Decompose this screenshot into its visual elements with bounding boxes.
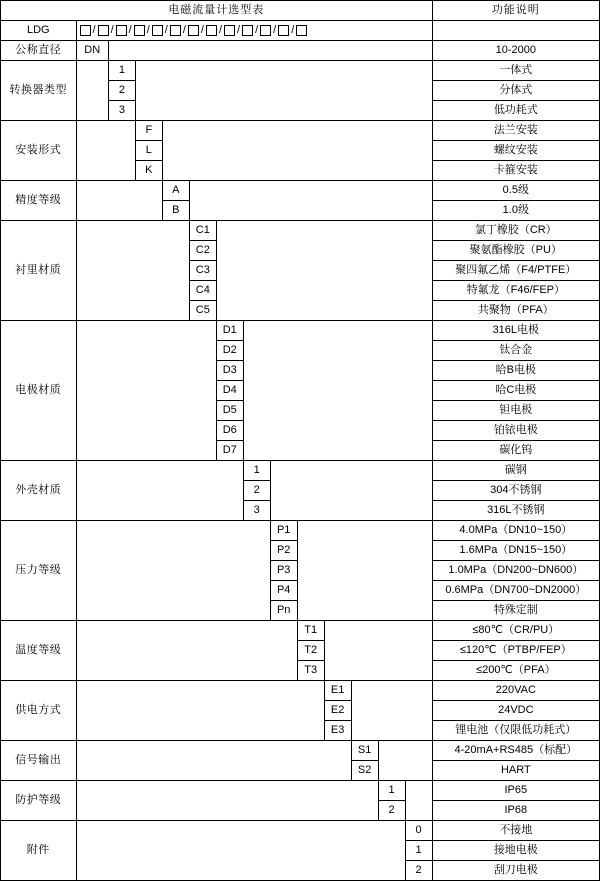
code-box <box>152 25 163 36</box>
row-signal-1 <box>1 741 600 761</box>
row-label: 压力等级 <box>1 521 77 621</box>
code-cell: C5 <box>189 301 216 321</box>
desc-cell: ≤120℃（PTBP/FEP） <box>432 641 599 661</box>
desc-cell: 220VAC <box>432 681 599 701</box>
spacer <box>108 41 432 61</box>
desc-cell: 304不锈钢 <box>432 481 599 501</box>
row-electrode-1 <box>1 321 600 341</box>
code-box <box>134 25 145 36</box>
desc-cell: 接地电极 <box>432 841 599 861</box>
desc-cell: 碳化钨 <box>432 441 599 461</box>
code-cell: 2 <box>108 81 135 101</box>
code-cell: P4 <box>270 581 297 601</box>
spacer <box>297 521 432 621</box>
code-box <box>170 25 181 36</box>
desc-cell: 碳钢 <box>432 461 599 481</box>
desc-cell: 聚四氟乙烯（F4/PTFE） <box>432 261 599 281</box>
row-label: 转换器类型 <box>1 61 77 121</box>
code-cell: 1 <box>108 61 135 81</box>
code-cell: K <box>135 161 162 181</box>
code-box <box>242 25 253 36</box>
desc-empty <box>432 21 599 41</box>
code-cell: T3 <box>297 661 324 681</box>
spacer <box>351 681 432 741</box>
row-nominal-diameter <box>1 41 600 61</box>
desc-cell: 锂电池（仅限低功耗式） <box>432 721 599 741</box>
spacer <box>76 781 378 821</box>
code-cell: D7 <box>216 441 243 461</box>
code-box <box>296 25 307 36</box>
desc-cell: 316L不锈钢 <box>432 501 599 521</box>
spacer <box>76 521 270 621</box>
desc-cell: 铂铱电极 <box>432 421 599 441</box>
row-label: 信号输出 <box>1 741 77 781</box>
row-temperature-1 <box>1 621 600 641</box>
desc-cell: 316L电极 <box>432 321 599 341</box>
model-code-segments <box>76 21 432 41</box>
row-label: 精度等级 <box>1 181 77 221</box>
code-sep: / <box>128 24 132 37</box>
code-sep: / <box>255 24 259 37</box>
desc-cell: 螺纹安装 <box>432 141 599 161</box>
code-cell: 3 <box>108 101 135 121</box>
row-label: 附件 <box>1 821 77 881</box>
code-cell: A <box>162 181 189 201</box>
code-box <box>188 25 199 36</box>
spacer <box>76 221 189 321</box>
spacer <box>76 61 108 121</box>
desc-cell: ≤200℃（PFA） <box>432 661 599 681</box>
code-sep: / <box>92 24 96 37</box>
row-accuracy-1 <box>1 181 600 201</box>
desc-cell: 分体式 <box>432 81 599 101</box>
row-label: 外壳材质 <box>1 461 77 521</box>
code-sep: / <box>110 24 114 37</box>
desc-cell: 低功耗式 <box>432 101 599 121</box>
code-cell: L <box>135 141 162 161</box>
code-cell: 3 <box>243 501 270 521</box>
desc-cell: 共聚物（PFA） <box>432 301 599 321</box>
row-housing-1 <box>1 461 600 481</box>
code-cell: T2 <box>297 641 324 661</box>
code-sep: / <box>182 24 186 37</box>
desc-cell: 刮刀电极 <box>432 861 599 881</box>
desc-cell: 4.0MPa（DN10~150） <box>432 521 599 541</box>
row-label: 温度等级 <box>1 621 77 681</box>
sheet-title: 电磁流量计选型表 <box>1 1 433 21</box>
code-sep: / <box>200 24 204 37</box>
code-box <box>206 25 217 36</box>
title-row <box>1 1 600 21</box>
code-cell: 2 <box>405 861 432 881</box>
desc-cell: 0.6MPa（DN700~DN2000） <box>432 581 599 601</box>
code-cell: 2 <box>243 481 270 501</box>
row-label: 电极材质 <box>1 321 77 461</box>
desc-cell: IP68 <box>432 801 599 821</box>
code-sep: / <box>218 24 223 37</box>
row-lining-1 <box>1 221 600 241</box>
spacer <box>243 321 432 461</box>
row-label: 供电方式 <box>1 681 77 741</box>
desc-cell: 1.0MPa（DN200~DN600） <box>432 561 599 581</box>
code-cell: 0 <box>405 821 432 841</box>
code-box-strip <box>77 21 432 40</box>
desc-cell: 24VDC <box>432 701 599 721</box>
code-cell: P1 <box>270 521 297 541</box>
code-cell: P3 <box>270 561 297 581</box>
spacer <box>76 181 162 221</box>
spacer <box>189 181 432 221</box>
desc-cell: 法兰安装 <box>432 121 599 141</box>
desc-cell: 一体式 <box>432 61 599 81</box>
desc-cell: 聚氨酯橡胶（PU） <box>432 241 599 261</box>
code-cell: 1 <box>378 781 405 801</box>
code-sep: / <box>273 24 277 37</box>
spacer <box>76 821 405 881</box>
code-cell: D4 <box>216 381 243 401</box>
code-cell: D6 <box>216 421 243 441</box>
desc-cell: 特殊定制 <box>432 601 599 621</box>
spacer <box>76 461 243 521</box>
row-label: 衬里材质 <box>1 221 77 321</box>
code-cell: 2 <box>378 801 405 821</box>
desc-cell: 卡箍安装 <box>432 161 599 181</box>
desc-cell: ≤80℃（CR/PU） <box>432 621 599 641</box>
row-label: 安装形式 <box>1 121 77 181</box>
code-cell: D3 <box>216 361 243 381</box>
code-sep: / <box>237 24 241 37</box>
desc-cell: IP65 <box>432 781 599 801</box>
spacer <box>405 781 432 821</box>
desc-cell: 钛合金 <box>432 341 599 361</box>
row-pressure-1 <box>1 521 600 541</box>
code-cell: D1 <box>216 321 243 341</box>
desc-cell: 1.0级 <box>432 201 599 221</box>
spacer <box>76 621 297 681</box>
desc-cell: 特氟龙（F46/FEP） <box>432 281 599 301</box>
code-sep: / <box>164 24 168 37</box>
desc-cell: 不接地 <box>432 821 599 841</box>
desc-header: 功能说明 <box>432 1 599 21</box>
code-box <box>116 25 127 36</box>
spacer <box>162 121 432 181</box>
spacer <box>216 221 432 321</box>
code-cell: D5 <box>216 401 243 421</box>
code-cell: S1 <box>351 741 378 761</box>
code-box <box>278 25 289 36</box>
code-cell: 1 <box>405 841 432 861</box>
desc-cell: 哈C电极 <box>432 381 599 401</box>
spacer <box>135 61 432 121</box>
desc-cell: 1.6MPa（DN15~150） <box>432 541 599 561</box>
code-box <box>224 25 235 36</box>
spacer <box>378 741 432 781</box>
model-prefix: LDG <box>1 21 77 41</box>
desc-cell: HART <box>432 761 599 781</box>
code-cell: C1 <box>189 221 216 241</box>
desc-cell: 10-2000 <box>432 41 599 61</box>
code-sep: / <box>146 24 150 37</box>
spacer <box>76 681 324 741</box>
row-label: 防护等级 <box>1 781 77 821</box>
desc-cell: 哈B电极 <box>432 361 599 381</box>
spacer <box>76 741 351 781</box>
code-cell: Pn <box>270 601 297 621</box>
code-cell: S2 <box>351 761 378 781</box>
desc-cell: 氯丁橡胶（CR） <box>432 221 599 241</box>
code-box <box>80 25 91 36</box>
code-cell: 1 <box>243 461 270 481</box>
code-cell: C4 <box>189 281 216 301</box>
row-label: 公称直径 <box>1 41 77 61</box>
row-accessory-1 <box>1 821 600 841</box>
spacer <box>324 621 432 681</box>
spacer <box>76 321 216 461</box>
desc-cell: 4-20mA+RS485（标配） <box>432 741 599 761</box>
code-cell: E3 <box>324 721 351 741</box>
model-code-row <box>1 21 600 41</box>
code-cell: F <box>135 121 162 141</box>
code-cell: C2 <box>189 241 216 261</box>
row-protection-1 <box>1 781 600 801</box>
row-mounting-1 <box>1 121 600 141</box>
spacer <box>270 461 432 521</box>
code-sep: / <box>291 24 295 37</box>
code-box <box>260 25 271 36</box>
desc-cell: 钽电极 <box>432 401 599 421</box>
row-power-1 <box>1 681 600 701</box>
code-box <box>98 25 109 36</box>
code-cell: DN <box>76 41 108 61</box>
code-cell: E1 <box>324 681 351 701</box>
code-cell: C3 <box>189 261 216 281</box>
code-cell: E2 <box>324 701 351 721</box>
code-cell: P2 <box>270 541 297 561</box>
code-cell: D2 <box>216 341 243 361</box>
row-converter-type-1 <box>1 61 600 81</box>
code-cell: T1 <box>297 621 324 641</box>
spacer <box>76 121 135 181</box>
desc-cell: 0.5级 <box>432 181 599 201</box>
code-cell: B <box>162 201 189 221</box>
